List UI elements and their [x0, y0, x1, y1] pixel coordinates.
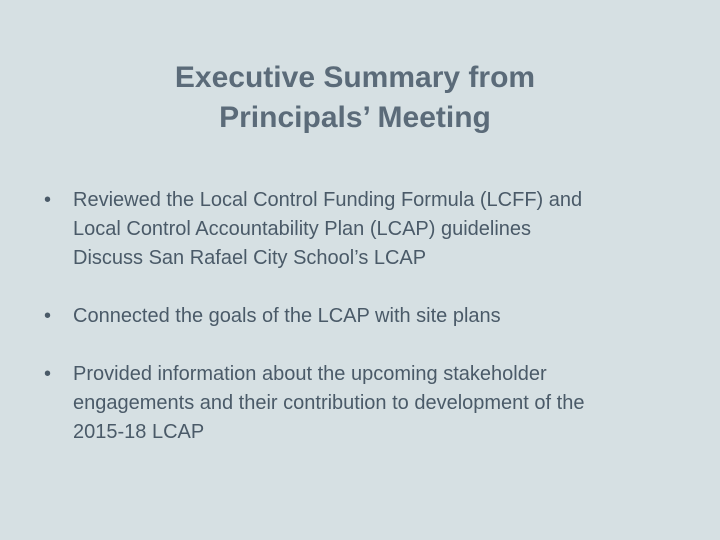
bullet-text-line: engagements and their contribution to development of the [73, 392, 585, 414]
slide-title-line: Principals’ Meeting [219, 101, 491, 134]
bullet-marker: • [44, 363, 52, 385]
bullet-list [44, 186, 694, 447]
bullet-text-line: 2015-18 LCAP [73, 421, 205, 443]
bullet-marker: • [44, 305, 52, 327]
bullet-text-line: Local Control Accountability Plan (LCAP) guidelines [73, 218, 532, 240]
bullet-text-line: Discuss San Rafael City School’s LCAP [73, 247, 427, 269]
slide-title [100, 58, 610, 138]
bullet-item [44, 186, 694, 273]
bullet-text-line: Provided information about the upcoming stakeholder [73, 363, 547, 385]
bullet-item [44, 302, 694, 331]
bullet-marker: • [44, 189, 52, 211]
bullet-item [44, 360, 694, 447]
bullet-text-line: Reviewed the Local Control Funding Formula (LCFF) and [73, 189, 583, 211]
slide-title-line: Executive Summary from [174, 61, 536, 94]
bullet-text-line: Connected the goals of the LCAP with site plans [73, 305, 501, 327]
